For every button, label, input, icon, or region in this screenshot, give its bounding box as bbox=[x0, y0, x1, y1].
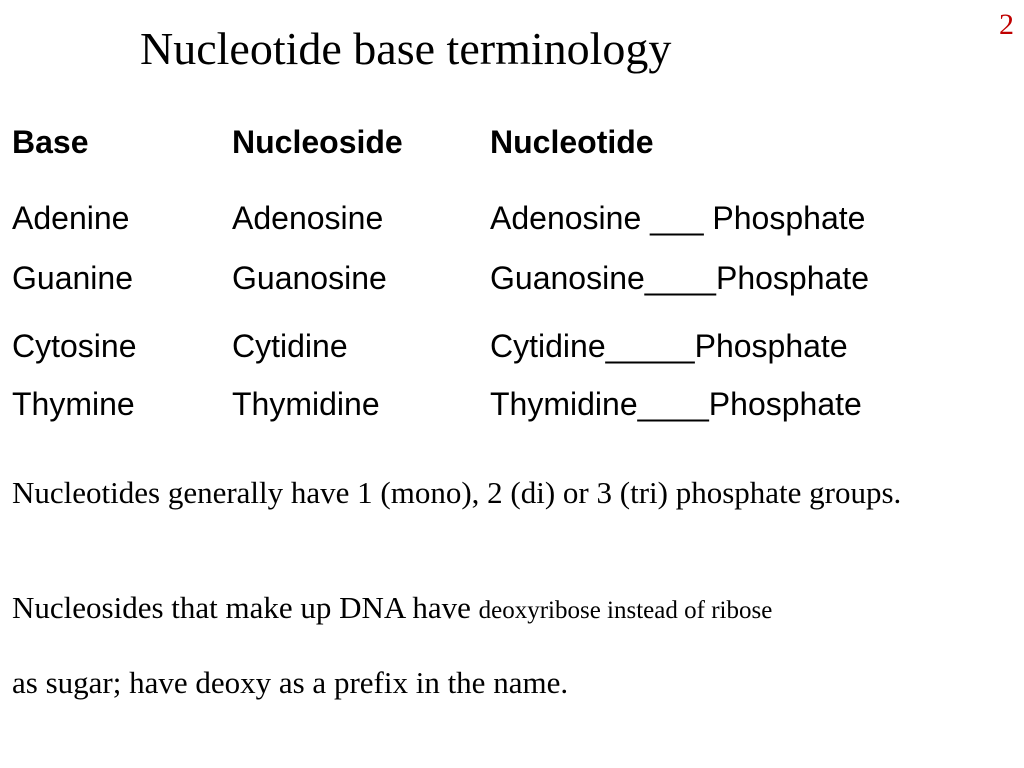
header-nucleoside: Nucleoside bbox=[232, 124, 403, 160]
cell-nucleoside: Adenosine bbox=[232, 200, 384, 236]
header-nucleotide: Nucleotide bbox=[490, 124, 654, 160]
cell-base: Adenine bbox=[12, 200, 130, 236]
cell-nucleotide: Cytidine_____Phosphate bbox=[490, 328, 848, 364]
notes-section bbox=[12, 470, 1012, 700]
cell-base: Thymine bbox=[12, 386, 135, 422]
note-phosphate-groups: Nucleotides generally have 1 (mono), 2 (di) or 3 (tri) phosphate groups. bbox=[12, 475, 902, 510]
note-deoxyribose bbox=[12, 590, 772, 626]
cell-nucleotide: Thymidine____Phosphate bbox=[490, 386, 862, 422]
note-deoxy-prefix: as sugar; have deoxy as a prefix in the name. bbox=[12, 665, 569, 700]
slide-number: 2 bbox=[999, 8, 1014, 41]
cell-nucleotide: Guanosine____Phosphate bbox=[490, 260, 869, 296]
note-deoxyribose-small: deoxyribose instead of ribose bbox=[478, 597, 773, 624]
cell-nucleotide: Adenosine ___ Phosphate bbox=[490, 200, 866, 236]
cell-base: Cytosine bbox=[12, 328, 137, 364]
page-title: Nucleotide base terminology bbox=[140, 23, 672, 74]
header-base: Base bbox=[12, 124, 89, 160]
cell-nucleoside: Cytidine bbox=[232, 328, 348, 364]
cell-nucleoside: Thymidine bbox=[232, 386, 380, 422]
cell-base: Guanine bbox=[12, 260, 133, 296]
note-deoxyribose-main: Nucleosides that make up DNA have bbox=[12, 590, 479, 625]
cell-nucleoside: Guanosine bbox=[232, 260, 387, 296]
